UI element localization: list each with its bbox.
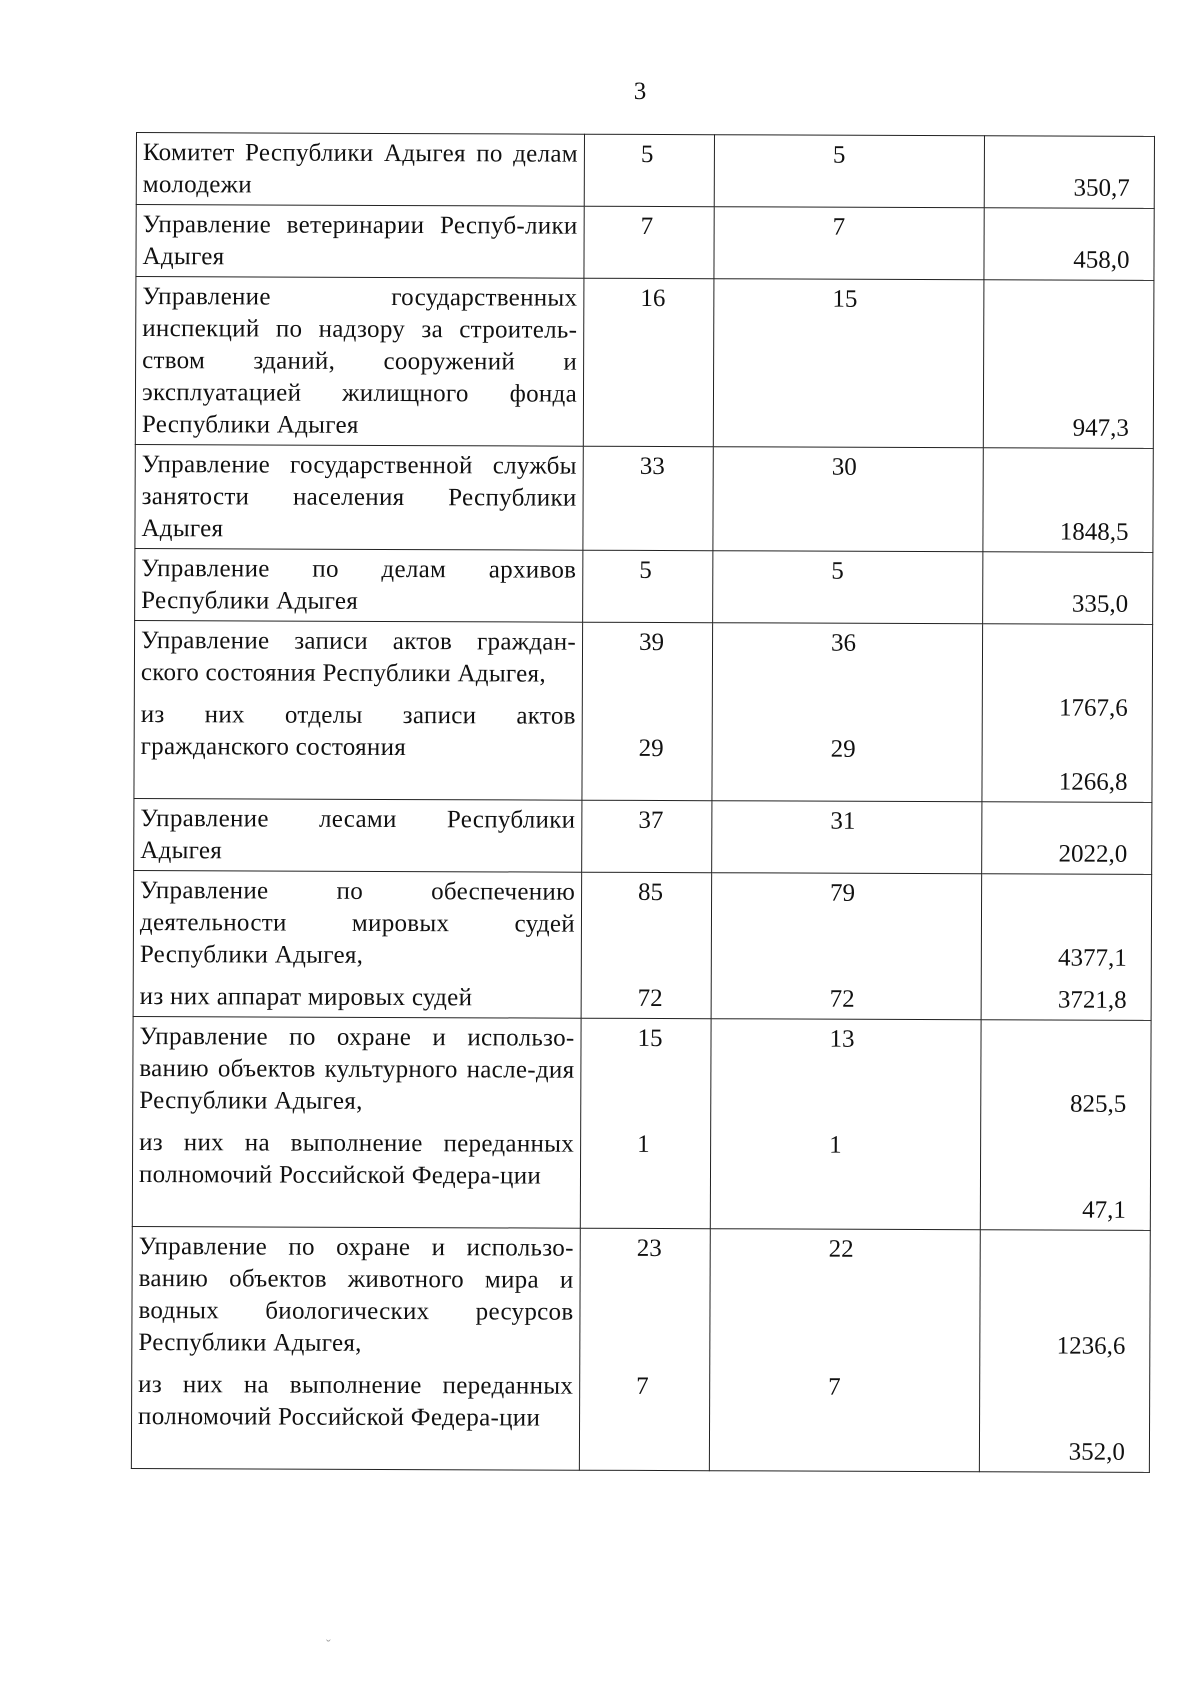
staff-count-b: 31	[830, 807, 856, 835]
org-name-cell	[133, 870, 582, 1018]
amount: 1236,6	[1056, 1332, 1126, 1360]
org-name: Управление государственных инспекций по надзору за строитель-ством зданий, сооружений и эксплуатацией жилищного фонда Республики Адыгея	[141, 283, 578, 439]
staff-count-a: 5	[640, 140, 654, 168]
staff-count-b-cell	[709, 1229, 980, 1472]
org-name: Комитет Республики Адыгея по делам молодежи	[142, 139, 578, 199]
amount-cell	[979, 1230, 1150, 1473]
staff-count-b-cell	[711, 873, 982, 1020]
org-subunit-name: из них отделы записи актов гражданского состояния	[140, 701, 576, 762]
staff-count-a-cell	[584, 134, 714, 206]
staff-count-b-cell	[712, 801, 982, 874]
staff-count-b-cell	[714, 207, 984, 280]
org-subunit-name: из них на выполнение переданных полномочий Российской Федера-ции	[138, 1371, 574, 1432]
amount: 4377,1	[1058, 944, 1127, 972]
staff-count-a: 33	[639, 452, 665, 481]
org-name: Управление государственной службы занятости населения Республики Адыгея	[141, 451, 577, 543]
staff-count-b-subunit: 1	[829, 1131, 842, 1159]
staff-count-b-cell	[712, 623, 983, 802]
staff-count-a-subunit: 1	[637, 1130, 650, 1158]
staff-count-b-subunit: 72	[829, 985, 855, 1013]
staff-count-b-cell	[713, 447, 983, 552]
amount-cell	[984, 208, 1154, 281]
staff-count-a-cell	[579, 1228, 710, 1470]
table-row	[134, 798, 1152, 874]
amount-subunit: 3721,8	[1057, 986, 1127, 1014]
staff-count-a: 37	[638, 806, 664, 835]
amount-subunit: 352,0	[1068, 1438, 1125, 1466]
table-row	[136, 133, 1154, 209]
staff-count-a-cell	[582, 800, 712, 872]
staff-count-b-cell	[713, 551, 983, 624]
amount: 2022,0	[1058, 840, 1128, 868]
staff-count-a: 5	[639, 556, 652, 584]
amount: 947,3	[1072, 414, 1129, 442]
staff-count-b: 22	[828, 1235, 854, 1263]
staff-count-b-cell	[714, 135, 984, 208]
staff-count-b: 36	[830, 629, 857, 657]
table-row	[131, 1226, 1150, 1472]
org-name-cell	[132, 1016, 581, 1228]
staff-count-b: 15	[832, 285, 858, 313]
org-name-cell	[136, 205, 584, 279]
staff-count-a-cell	[583, 446, 713, 550]
amount-cell	[982, 624, 1153, 803]
org-name-cell	[135, 444, 583, 550]
amount: 825,5	[1069, 1090, 1127, 1118]
amount-cell	[983, 280, 1154, 449]
amount-cell	[983, 552, 1153, 625]
org-name: Управление лесами Республики Адыгея	[140, 805, 576, 865]
amount: 350,7	[1073, 174, 1130, 202]
staff-count-b-subunit: 29	[830, 735, 856, 763]
amount-subunit: 47,1	[1082, 1196, 1126, 1224]
org-name-cell	[136, 133, 584, 207]
staff-count-a-cell	[583, 550, 713, 622]
staff-count-a: 16	[640, 284, 666, 313]
staff-count-b-subunit: 7	[828, 1373, 841, 1401]
amount: 1767,6	[1058, 694, 1128, 722]
staff-count-a-cell	[580, 1018, 711, 1228]
staff-count-b: 5	[831, 557, 844, 585]
staff-count-a: 7	[640, 212, 654, 240]
table-row	[135, 277, 1154, 449]
amount-cell	[980, 1020, 1151, 1231]
table-row	[132, 1016, 1151, 1230]
amount: 1848,5	[1059, 518, 1129, 546]
staff-count-a-cell	[584, 206, 714, 278]
table-row	[135, 444, 1153, 552]
org-name-cell	[134, 798, 582, 872]
org-subunit-name: из них аппарат мировых судей	[139, 983, 473, 1012]
staff-count-b-cell	[710, 1019, 981, 1230]
table-row	[136, 205, 1154, 281]
budget-table	[131, 132, 1155, 1473]
staff-count-b-cell	[713, 279, 984, 448]
table-row	[135, 548, 1153, 624]
org-name: Управление записи актов граждан-ского состояния Республики Адыгея,	[140, 627, 577, 688]
staff-count-a: 23	[636, 1234, 662, 1263]
page-number: 3	[633, 78, 647, 105]
staff-count-b: 7	[832, 213, 846, 241]
staff-count-a-cell	[582, 622, 713, 800]
org-name: Управление по делам архивов Республики Адыгея	[141, 555, 577, 615]
table-row	[133, 870, 1152, 1020]
amount-subunit: 1266,8	[1058, 768, 1128, 796]
org-name-cell	[135, 277, 584, 447]
org-name: Управление по охране и использо-ванию объектов животного мира и водных биологических ресурсов Республики Адыгея,	[138, 1233, 574, 1357]
table-body	[131, 133, 1154, 1473]
staff-count-b: 79	[830, 879, 856, 907]
amount-cell	[981, 874, 1152, 1021]
amount-cell	[983, 448, 1153, 553]
org-name: Управление ветеринарии Респуб-лики Адыгея	[142, 211, 578, 271]
amount: 335,0	[1071, 590, 1129, 618]
staff-count-b: 30	[831, 453, 857, 481]
table-row	[134, 620, 1153, 802]
org-name: Управление по охране и использо-ванию объектов культурного насле-дия Республики Адыгея,	[139, 1023, 575, 1115]
staff-count-a: 15	[637, 1024, 663, 1053]
staff-count-a-subunit: 72	[637, 984, 663, 1013]
org-name: Управление по обеспечению деятельности мировых судей Республики Адыгея,	[139, 877, 576, 969]
staff-count-a-cell	[583, 278, 714, 446]
staff-count-a-cell	[581, 872, 712, 1018]
staff-count-a: 39	[638, 628, 665, 657]
amount: 458,0	[1073, 246, 1130, 274]
org-name-cell	[135, 548, 583, 622]
amount-cell	[984, 136, 1154, 209]
amount-cell	[982, 802, 1152, 875]
org-subunit-name: из них на выполнение переданных полномочий Российской Федера-ции	[138, 1129, 575, 1190]
staff-count-a: 85	[638, 878, 664, 907]
scan-speck: ˇ	[326, 1638, 331, 1653]
org-name-cell	[131, 1226, 580, 1470]
staff-count-a-subunit: 7	[636, 1372, 649, 1400]
staff-count-b: 5	[832, 141, 846, 169]
org-name-cell	[134, 620, 583, 800]
staff-count-a-subunit: 29	[638, 734, 664, 763]
staff-count-b: 13	[829, 1025, 855, 1053]
